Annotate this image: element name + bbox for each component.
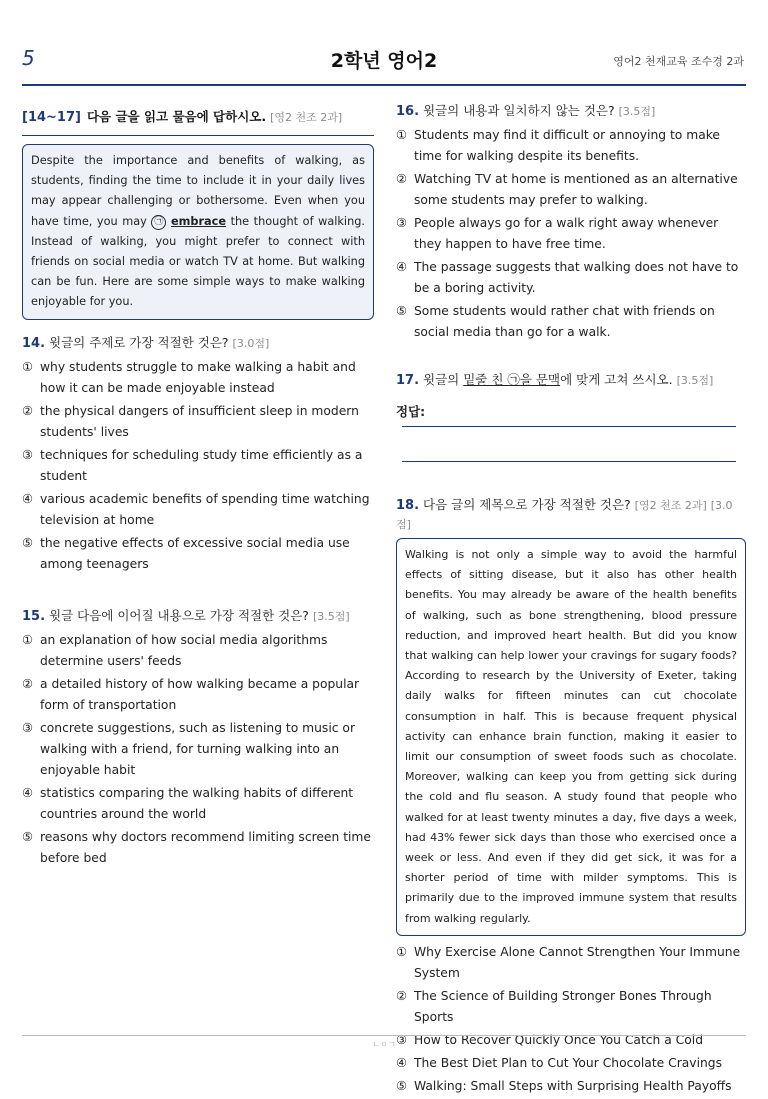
- option-text: How to Recover Quickly Once You Catch a Cold: [414, 1032, 704, 1047]
- question-17-text-underlined: 밑줄 친 ㉠을 문맥: [463, 372, 561, 387]
- option-mark: ⑤: [22, 535, 34, 550]
- passage1-underlined-word: embrace: [170, 214, 227, 228]
- question-17-number: 17.: [396, 373, 420, 388]
- option[interactable]: [396, 1076, 746, 1097]
- option-mark: ⑤: [396, 304, 408, 318]
- option[interactable]: [22, 489, 374, 531]
- option-text: statistics comparing the walking habits of different countries around the world: [40, 785, 354, 821]
- option[interactable]: [396, 986, 746, 1028]
- option-mark: ④: [396, 1055, 408, 1070]
- option-text: an explanation of how social media algorithms determine users' feeds: [40, 632, 328, 668]
- header-divider: [22, 84, 746, 86]
- option-mark: ①: [396, 128, 408, 142]
- option-text: The Best Diet Plan to Cut Your Chocolate Cravings: [414, 1055, 723, 1070]
- option[interactable]: [22, 401, 374, 443]
- question-18-number: 18.: [396, 498, 420, 513]
- option-mark: ①: [22, 632, 34, 647]
- question-18-source: [영2 천조 2과]: [634, 499, 707, 512]
- option[interactable]: [22, 783, 374, 825]
- option-text: the physical dangers of insufficient sleep in modern students' lives: [40, 403, 359, 439]
- footer-divider: [22, 1035, 746, 1036]
- question-14-points: [3.0점]: [232, 336, 270, 350]
- passage1-marker: ㉠: [151, 215, 166, 230]
- option[interactable]: [22, 827, 374, 869]
- question-15-options: [22, 630, 374, 869]
- option-mark: ②: [396, 172, 408, 186]
- subject-label: 영어2 천재교육 조수경 2과: [613, 55, 744, 68]
- question-17-text-after: 에 맞게 고쳐 쓰시오.: [560, 372, 673, 387]
- option-mark: ②: [396, 988, 408, 1003]
- question-14-number: 14.: [22, 335, 46, 351]
- option-text: techniques for scheduling study time efficiently as a student: [40, 447, 363, 483]
- option-mark: ②: [22, 676, 34, 691]
- question-16-points: [3.5점]: [618, 105, 656, 118]
- question-18-text: 다음 글의 제목으로 가장 적절한 것은?: [423, 497, 631, 512]
- instruction-divider: [22, 135, 374, 136]
- question-17-points: [3.5점]: [676, 374, 714, 387]
- question-16: [396, 100, 746, 119]
- exam-title: 2학년 영어2: [330, 50, 438, 72]
- option-mark: ①: [396, 944, 408, 959]
- left-column: [22, 106, 374, 871]
- page-number: 5: [22, 46, 35, 70]
- question-18-options: [396, 942, 746, 1097]
- option-mark: ④: [22, 785, 34, 800]
- answer-label: 정답:: [396, 404, 426, 419]
- option-mark: ④: [22, 491, 34, 506]
- option-text: Some students would rather chat with friends on social media than go for a walk.: [414, 304, 715, 339]
- answer-line-2[interactable]: [402, 461, 736, 462]
- option-text: reasons why doctors recommend limiting screen time before bed: [40, 829, 371, 865]
- option-text: Why Exercise Alone Cannot Strengthen Your Immune System: [414, 944, 741, 980]
- option[interactable]: [22, 630, 374, 672]
- option-text: The Science of Building Stronger Bones Through Sports: [414, 988, 712, 1024]
- option-mark: ①: [22, 359, 34, 374]
- option-mark: ③: [22, 447, 34, 462]
- option-text: Walking: Small Steps with Surprising Health Payoffs: [414, 1078, 732, 1093]
- question-14: [22, 332, 374, 351]
- option[interactable]: [22, 445, 374, 487]
- question-15-number: 15.: [22, 608, 46, 624]
- answer-line-1[interactable]: [402, 426, 736, 427]
- question-17-text-before: 윗글의: [423, 372, 464, 387]
- option-text: The passage suggests that walking does not have to be a boring activity.: [414, 260, 739, 295]
- passage1-text-before: Despite the importance and benefits of walking, as students, finding the time to include it in your daily lives may appear challenging or bothersome. Even when you have time, you may: [31, 154, 365, 228]
- option-mark: ⑤: [22, 829, 34, 844]
- question-14-options: [22, 357, 374, 575]
- option[interactable]: [22, 533, 374, 575]
- right-column: [396, 100, 746, 1099]
- instruction-range: [14~17]: [22, 110, 81, 125]
- question-18-points: [3.0점]: [396, 499, 733, 531]
- option[interactable]: [22, 357, 374, 399]
- option-mark: ③: [396, 216, 408, 230]
- option-text: Students may find it difficult or annoying to make time for walking despite its benefits.: [414, 128, 720, 163]
- option-text: Watching TV at home is mentioned as an alternative some students may prefer to walking.: [414, 172, 738, 207]
- instruction-text: 다음 글을 읽고 물음에 답하시오.: [86, 109, 267, 124]
- option[interactable]: [396, 125, 746, 167]
- option-mark: ④: [396, 260, 408, 274]
- question-18: [396, 494, 746, 532]
- option-mark: ②: [22, 403, 34, 418]
- passage1-text-after: the thought of walking. Instead of walking, you might prefer to connect with friends on social media or watch TV at home. But walking can be fun. Here are some simple ways to make walking enjoyable for you.: [31, 214, 365, 309]
- option[interactable]: [396, 169, 746, 211]
- option-text: concrete suggestions, such as listening to music or walking with a friend, for turning walking into an enjoyable habit: [40, 720, 356, 777]
- option[interactable]: [22, 674, 374, 716]
- question-15: [22, 605, 374, 624]
- question-16-number: 16.: [396, 104, 420, 119]
- option-mark: ③: [22, 720, 34, 735]
- option-text: the negative effects of excessive social media use among teenagers: [40, 535, 350, 571]
- option[interactable]: [396, 257, 746, 299]
- question-15-points: [3.5점]: [312, 609, 350, 623]
- instruction-line: [22, 106, 374, 125]
- question-17: [396, 369, 746, 388]
- option-text: various academic benefits of spending time watching television at home: [40, 491, 370, 527]
- option-mark: ③: [396, 1032, 408, 1047]
- reading-passage-2: Walking is not only a simple way to avoid the harmful effects of sitting disease, but it also has other health benefits. You may already be aware of the health benefits of walking, such as bone strengthening, blood pressure reduction, and improved heart health. But did you know that walking can help lower your cravings for sugary foods? According to research by the University of Exeter, taking daily walks for fifteen minutes can cut chocolate consumption in half. This is because frequent physical activity can enhance brain function, making it easier to limit our consumption of sweet foods such as chocolate. Moreover, walking can keep you from getting sick during the cold and flu season. A study found that people who walked for at least twenty minutes a day, five days a week, had 43% fewer sick days than those who exercised once a week or less. And even if they did get sick, it was for a shorter period of time with milder symptoms. This is primarily due to the improved immune system that results from walking regularly.: [396, 538, 746, 936]
- option-text: why students struggle to make walking a habit and how it can be made enjoyable instead: [40, 359, 356, 395]
- option[interactable]: [396, 213, 746, 255]
- option[interactable]: [22, 718, 374, 781]
- option[interactable]: [396, 301, 746, 343]
- option-mark: ⑤: [396, 1078, 408, 1093]
- question-16-text: 윗글의 내용과 일치하지 않는 것은?: [423, 103, 615, 118]
- instruction-source: [영2 천조 2과]: [270, 111, 343, 124]
- question-15-text: 윗글 다음에 이어질 내용으로 가장 적절한 것은?: [49, 607, 309, 623]
- page-header: [0, 0, 768, 90]
- question-16-options: [396, 125, 746, 343]
- option[interactable]: [396, 942, 746, 984]
- option-text: a detailed history of how walking became a popular form of transportation: [40, 676, 360, 712]
- reading-passage-1: [22, 144, 374, 320]
- question-14-text: 윗글의 주제로 가장 적절한 것은?: [49, 334, 229, 350]
- option[interactable]: [396, 1053, 746, 1074]
- footer-mark: ㄴㅇㄱ: [372, 1040, 396, 1049]
- option-text: People always go for a walk right away whenever they happen to have free time.: [414, 216, 719, 251]
